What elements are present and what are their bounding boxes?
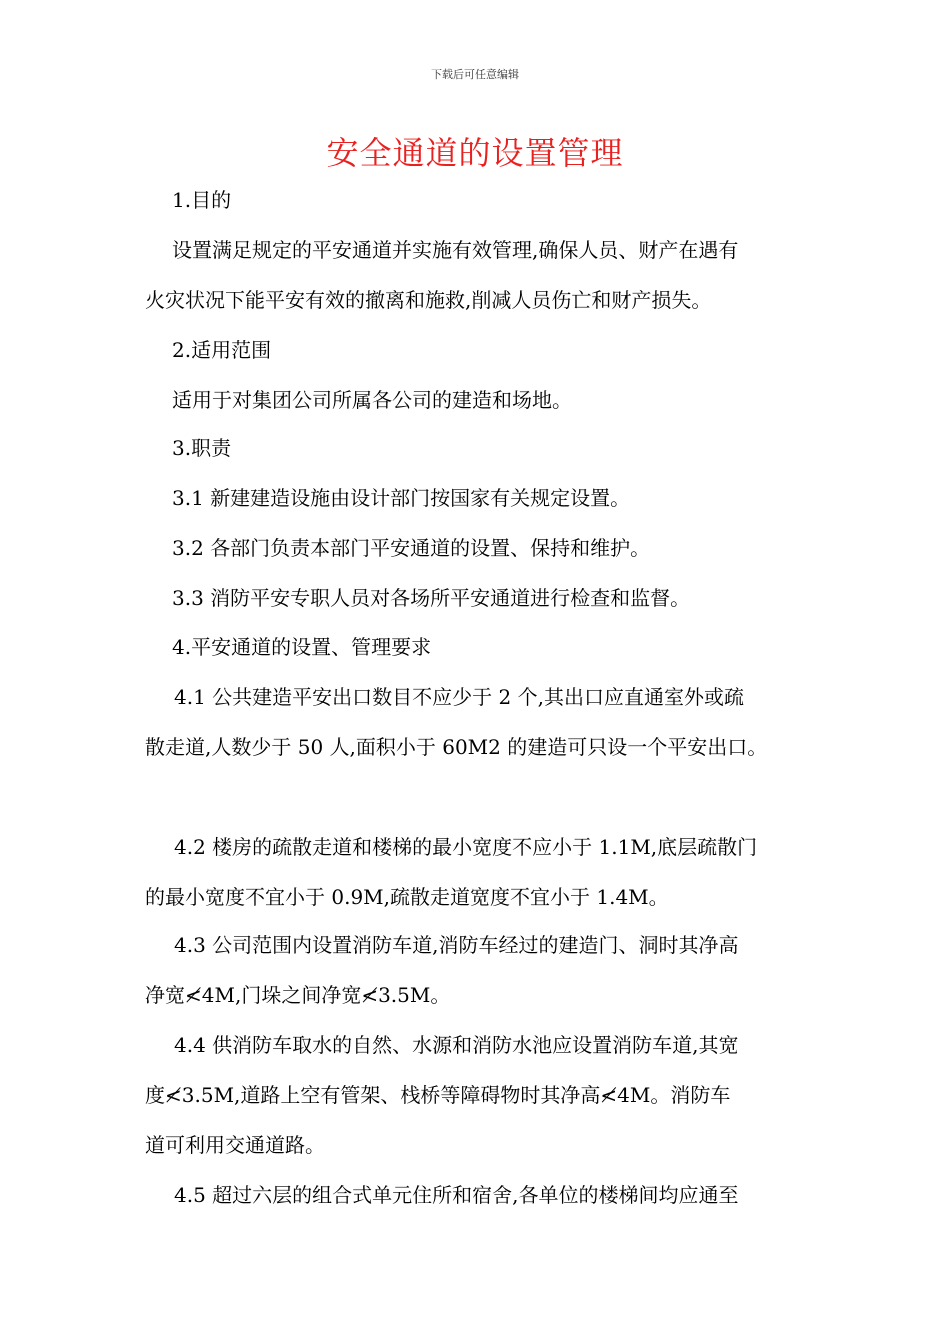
paragraph-scope bbox=[145, 375, 815, 425]
text-line: 适用于对集团公司所属各公司的建造和场地。 bbox=[172, 388, 572, 412]
header-note: 下载后可任意编辑 bbox=[431, 68, 519, 81]
text-line: 4.3 公司范围内设置消防车道,消防车经过的建造门、洞时其净高 bbox=[174, 933, 739, 957]
paragraph-3-3 bbox=[145, 573, 815, 623]
text-line: 4.平安通道的设置、管理要求 bbox=[172, 635, 432, 659]
text-line: 3.1 新建建造设施由设计部门按国家有关规定设置。 bbox=[172, 486, 631, 510]
paragraph-4-4 bbox=[145, 1020, 815, 1170]
text-line: 4.1 公共建造平安出口数目不应少于 2 个,其出口应直通室外或疏 bbox=[174, 685, 744, 709]
paragraph-4-3 bbox=[145, 920, 815, 1020]
text-line: 道可利用交通道路。 bbox=[145, 1133, 325, 1157]
paragraph-4-5 bbox=[145, 1170, 815, 1220]
text-line: 度≮3.5M,道路上空有管架、栈桥等障碍物时其净高≮4M。消防车 bbox=[145, 1083, 731, 1107]
text-line: 3.3 消防平安专职人员对各场所平安通道进行检查和监督。 bbox=[172, 586, 691, 610]
paragraph-4-2 bbox=[145, 822, 815, 922]
text-line: 4.4 供消防车取水的自然、水源和消防水池应设置消防车道,其宽 bbox=[174, 1033, 739, 1057]
text-line: 4.5 超过六层的组合式单元住所和宿舍,各单位的楼梯间均应通至 bbox=[174, 1183, 739, 1207]
text-line: 散走道,人数少于 50 人,面积小于 60M2 的建造可只设一个平安出口。 bbox=[145, 735, 768, 759]
paragraph-4-1 bbox=[145, 672, 815, 772]
paragraph-3-1 bbox=[145, 473, 815, 523]
text-line: 设置满足规定的平安通道并实施有效管理,确保人员、财产在遇有 bbox=[172, 238, 739, 262]
text-line: 火灾状况下能平安有效的撤离和施救,削减人员伤亡和财产损失。 bbox=[145, 288, 712, 312]
paragraph-purpose bbox=[145, 225, 815, 325]
section-heading-purpose bbox=[145, 175, 815, 225]
section-heading-scope bbox=[145, 325, 815, 375]
text-line: 3.职责 bbox=[172, 436, 232, 460]
text-line: 净宽≮4M,门垛之间净宽≮3.5M。 bbox=[145, 983, 451, 1007]
document-title: 安全通道的设置管理 bbox=[326, 134, 624, 172]
text-line: 3.2 各部门负责本部门平安通道的设置、保持和维护。 bbox=[172, 536, 651, 560]
paragraph-3-2 bbox=[145, 523, 815, 573]
section-heading-requirements bbox=[145, 622, 815, 672]
text-line: 4.2 楼房的疏散走道和楼梯的最小宽度不应小于 1.1M,底层疏散门 bbox=[174, 835, 758, 859]
text-line: 2.适用范围 bbox=[172, 338, 272, 362]
text-line: 的最小宽度不宜小于 0.9M,疏散走道宽度不宜小于 1.4M。 bbox=[145, 885, 669, 909]
text-line: 1.目的 bbox=[172, 188, 232, 212]
section-heading-responsibilities bbox=[145, 423, 815, 473]
